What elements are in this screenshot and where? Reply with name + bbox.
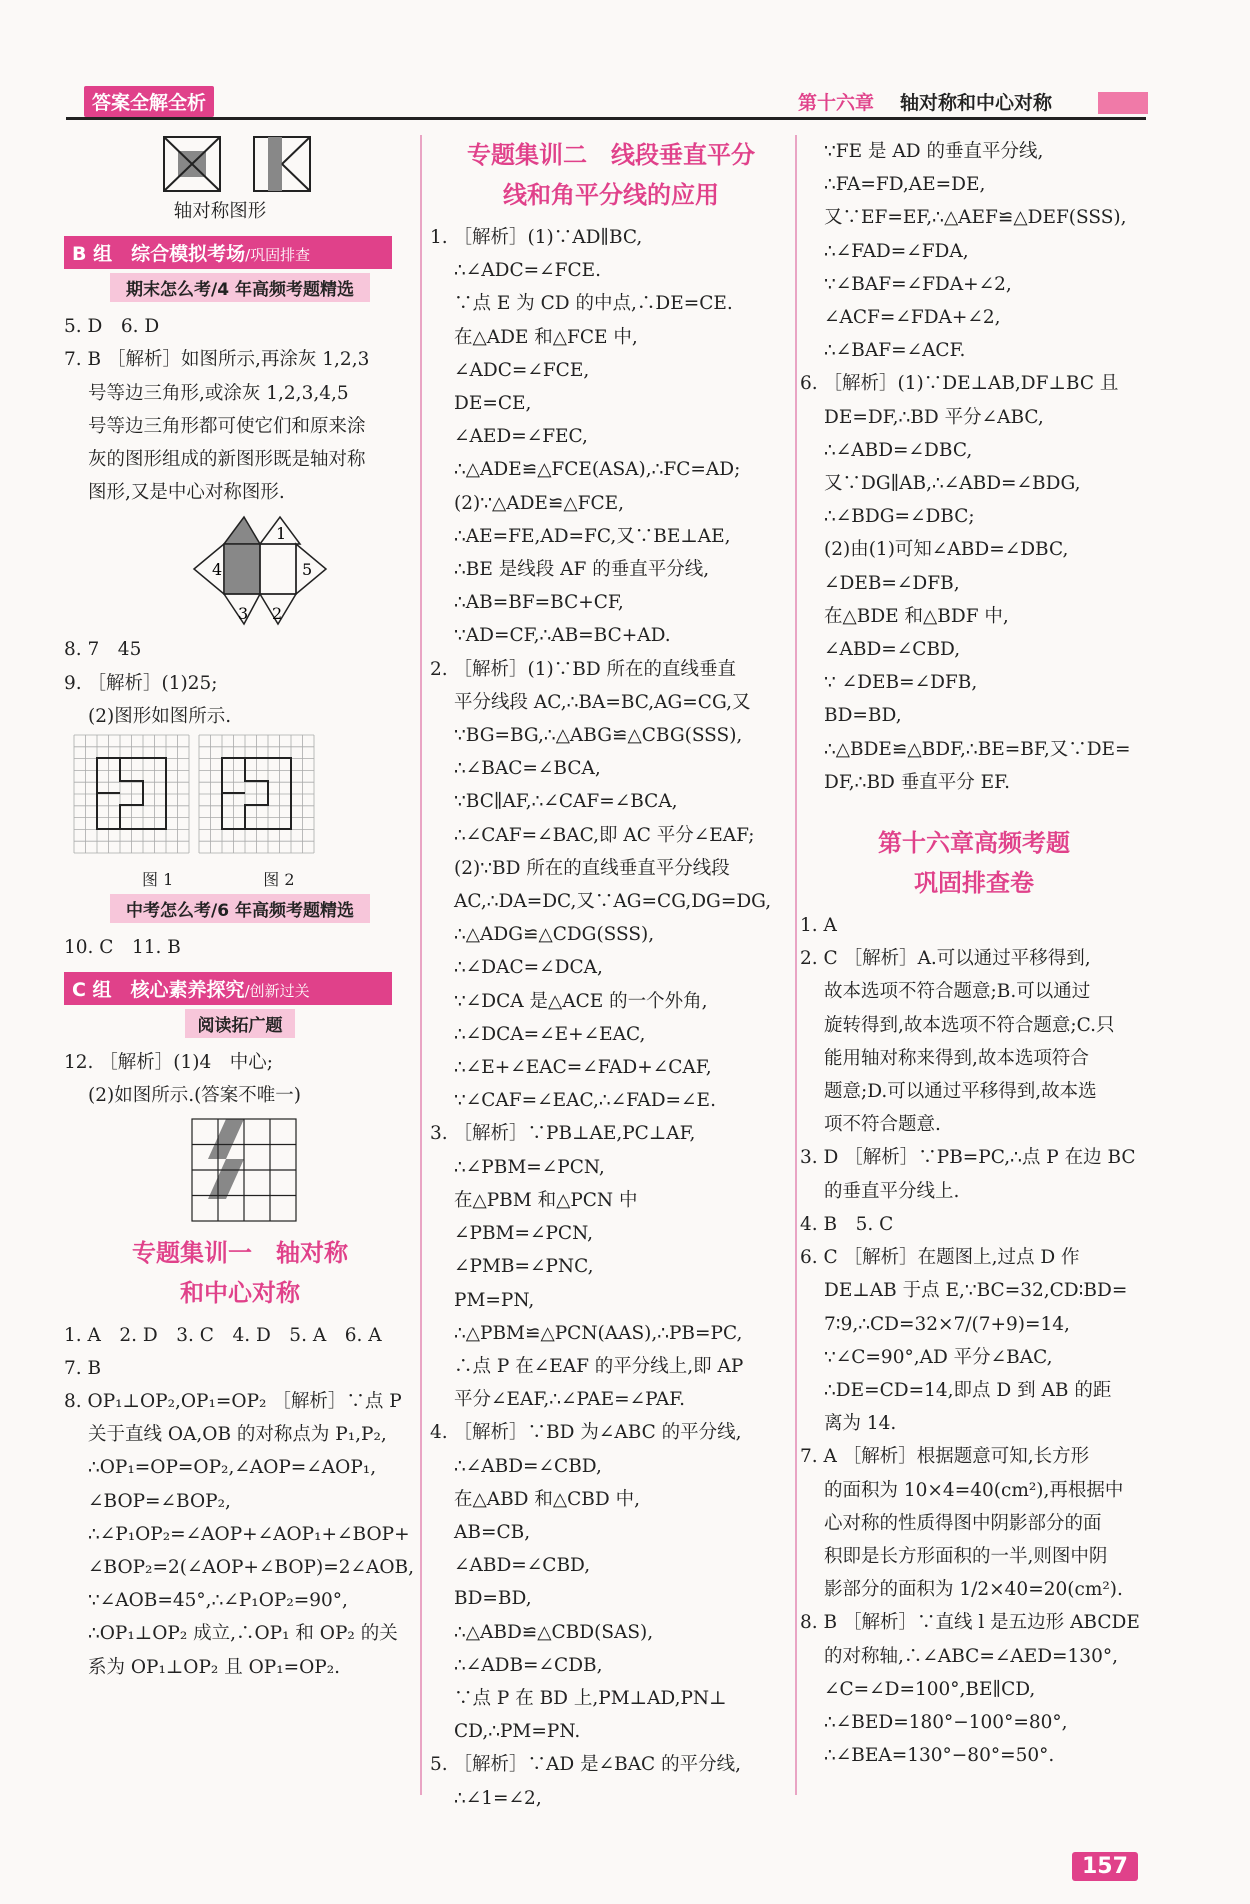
answer-line: ∴∠DAC=∠DCA, — [454, 957, 603, 979]
answer-line: CD,∴PM=PN. — [454, 1721, 581, 1743]
answer-line: ∵∠DCA 是△ACE 的一个外角, — [454, 990, 708, 1012]
answer-line: 的面积为 10×4=40(cm²),再根据中 — [824, 1479, 1124, 1501]
band-c-title: C 组 核心素养探究 — [72, 979, 245, 1002]
answer-line: 12. ［解析］(1)4 中心; — [64, 1052, 274, 1074]
svg-text:4: 4 — [212, 560, 223, 580]
answer-line: 7. B — [64, 1357, 102, 1379]
header-left-label: 答案全解全析 — [84, 86, 214, 117]
answer-line: 5. D 6. D — [64, 316, 160, 338]
answer-line: ∵ ∠DEB=∠DFB, — [824, 672, 978, 694]
answer-line: 的垂直平分线上. — [824, 1180, 960, 1202]
column-divider — [420, 135, 422, 1795]
answer-line: ∴△ABD≌△CBD(SAS), — [454, 1621, 654, 1643]
answer-line: 离为 14. — [824, 1413, 897, 1435]
answer-line: ∵AD=CF,∴AB=BC+AD. — [454, 625, 671, 647]
answer-line: ∴点 P 在∠EAF 的平分线上,即 AP — [454, 1355, 744, 1377]
title1-line-a: 专题集训一 轴对称 — [132, 1238, 348, 1267]
answer-line: ∵∠BAF=∠FDA+∠2, — [824, 273, 1012, 295]
answer-line: 8. OP₁⊥OP₂,OP₁=OP₂ ［解析］∵点 P — [64, 1391, 402, 1413]
answer-line: 积即是长方形面积的一半,则图中阴 — [824, 1545, 1108, 1567]
answer-line: ∵点 E 为 CD 的中点,∴DE=CE. — [454, 293, 733, 315]
svg-text:2: 2 — [272, 604, 283, 624]
answer-line: 7∶9,∴CD=32×7/(7+9)=14, — [824, 1313, 1070, 1335]
answer-line: 4. ［解析］∵BD 为∠ABC 的平分线, — [430, 1422, 742, 1444]
answer-line: ∴∠FAD=∠FDA, — [824, 240, 969, 262]
column-3 — [800, 135, 1148, 1772]
answer-line: 8. B ［解析］∵直线 l 是五边形 ABCDE — [800, 1612, 1140, 1634]
answer-line: ∴∠BAF=∠ACF. — [824, 340, 966, 362]
column-3-lines-b — [800, 909, 1148, 1772]
answer-line: ∵∠CAF=∠EAC,∴∠FAD=∠E. — [454, 1090, 716, 1112]
answer-line: (2)∵BD 所在的直线垂直平分线段 — [454, 857, 730, 879]
answer-line: ∴∠BDG=∠DBC; — [824, 506, 975, 528]
answer-line: 1. A — [800, 915, 837, 937]
header-chapter: 第十六章 — [798, 92, 875, 114]
answer-line: 4. B 5. C — [800, 1213, 894, 1235]
symmetry-figures — [64, 135, 416, 195]
answer-line: ∠BOP₂=2(∠AOP+∠BOP)=2∠AOB, — [88, 1557, 414, 1579]
answer-line: 8. 7 45 — [64, 639, 142, 661]
fig1-caption: 图 1 — [142, 870, 174, 890]
answer-line: 6. C ［解析］在题图上,过点 D 作 — [800, 1247, 1080, 1269]
answer-line: ∴△BDE≌△BDF,∴BE=BF,又∵DE= — [824, 738, 1131, 760]
title3-line-a: 第十六章高频考题 — [878, 829, 1070, 858]
band-c-sub: /创新过关 — [244, 982, 310, 1001]
answer-line: PM=PN, — [454, 1289, 535, 1311]
answer-line: DF,∴BD 垂直平分 EF. — [824, 771, 1010, 793]
answer-line: DE=DF,∴BD 平分∠ABC, — [824, 406, 1044, 428]
answer-line: 又∵DG∥AB,∴∠ABD=∠BDG, — [824, 473, 1081, 495]
answer-line: DE=CE, — [454, 393, 532, 415]
answer-line: (2)图形如图所示. — [88, 705, 232, 727]
answer-line: 旋转得到,故本选项不符合题意;C.只 — [824, 1014, 1115, 1036]
column-divider — [795, 135, 797, 1795]
answer-line: 在△PBM 和△PCN 中 — [454, 1189, 638, 1211]
figure-grids — [64, 733, 416, 863]
answer-line: ∠C=∠D=100°,BE∥CD, — [824, 1678, 1036, 1700]
answer-line: ∠PBM=∠PCN, — [454, 1223, 593, 1245]
answer-line: ∠ACF=∠FDA+∠2, — [824, 307, 1001, 329]
answer-line: ∵FE 是 AD 的垂直平分线, — [824, 141, 1044, 162]
answer-line: 在△BDE 和△BDF 中, — [824, 605, 1009, 627]
answer-line: 题意;D.可以通过平移得到,故本选 — [824, 1081, 1097, 1103]
svg-text:1: 1 — [276, 524, 287, 544]
answer-line: 项不符合题意. — [824, 1114, 941, 1136]
header-title: 轴对称和中心对称 — [900, 92, 1053, 114]
column-2-lines — [430, 221, 792, 1815]
section-band-c — [64, 972, 392, 1005]
answer-line: 平分线段 AC,∴BA=BC,AG=CG,又 — [454, 691, 751, 713]
answer-8-block — [64, 1385, 416, 1684]
answer-line: ∵BG=BG,∴△ABG≌△CBG(SSS), — [454, 725, 743, 747]
answer-line: ∴∠BAC=∠BCA, — [454, 758, 601, 780]
figure-grid-answer — [64, 1113, 416, 1223]
answer-line: ∠AED=∠FEC, — [454, 426, 588, 448]
answer-line: ∵BC∥AF,∴∠CAF=∠BCA, — [454, 791, 678, 813]
section-title-1 — [64, 1233, 416, 1313]
answer-line: ∴∠BEA=130°−80°=50°. — [824, 1745, 1055, 1767]
answer-line: AC,∴DA=DC,又∵AG=CG,DG=DG, — [454, 891, 772, 913]
answer-line: ∠BOP=∠BOP₂, — [88, 1490, 231, 1512]
answer-line: ∴△PBM≌△PCN(AAS),∴PB=PC, — [454, 1322, 743, 1344]
answer-line: 2. ［解析］(1)∵BD 所在的直线垂直 — [430, 658, 737, 680]
header-accent-bar — [1098, 92, 1148, 114]
answer-line: 故本选项不符合题意;B.可以通过 — [824, 981, 1091, 1003]
answer-line: 心对称的性质得图中阴影部分的面 — [824, 1512, 1102, 1534]
answer-line: ∴∠BED=180°−100°=80°, — [824, 1711, 1068, 1733]
answer-line: ∠PMB=∠PNC, — [454, 1256, 594, 1278]
answer-line: 5. ［解析］∵AD 是∠BAC 的平分线, — [430, 1754, 741, 1776]
answer-line: 6. ［解析］(1)∵DE⊥AB,DF⊥BC 且 — [800, 373, 1119, 395]
figure-triangles — [64, 509, 416, 629]
svg-text:5: 5 — [302, 560, 313, 580]
answer-line: 在△ADE 和△FCE 中, — [454, 326, 638, 348]
section-band-b — [64, 236, 392, 269]
answer-line: 系为 OP₁⊥OP₂ 且 OP₁=OP₂. — [88, 1656, 341, 1678]
svg-text:3: 3 — [238, 604, 249, 624]
answer-line: 图形,又是中心对称图形. — [88, 482, 285, 504]
answer-line: ∴AB=BF=BC+CF, — [454, 592, 624, 614]
section-title-3 — [800, 823, 1148, 903]
fig2-caption: 图 2 — [263, 870, 295, 890]
answer-line: ∠ADC=∠FCE, — [454, 359, 590, 381]
column-1 — [64, 135, 416, 1684]
answer-line: ∵∠C=90°,AD 平分∠BAC, — [824, 1346, 1053, 1368]
answer-line: ∴FA=FD,AE=DE, — [824, 174, 986, 196]
page-number: 157 — [1072, 1852, 1138, 1881]
answer-line: 灰的图形组成的新图形既是轴对称 — [88, 449, 366, 471]
answer-line: ∴∠PBM=∠PCN, — [454, 1156, 605, 1178]
answer-line: 又∵EF=EF,∴△AEF≌△DEF(SSS), — [824, 207, 1127, 229]
answer-line: (2)由(1)可知∠ABD=∠DBC, — [824, 539, 1069, 561]
answer-line: 7. A ［解析］根据题意可知,长方形 — [800, 1446, 1090, 1468]
answer-line: 3. D ［解析］∵PB=PC,∴点 P 在边 BC — [800, 1147, 1136, 1169]
answer-line: ∠DEB=∠DFB, — [824, 572, 960, 594]
answer-line: 9. ［解析］(1)25; — [64, 672, 218, 694]
answer-line: (2)如图所示.(答案不唯一) — [88, 1085, 302, 1107]
column-2 — [430, 135, 792, 1815]
subsection-zhongkao: 中考怎么考/6 年高频考题精选 — [110, 894, 370, 923]
title3-line-b: 巩固排查卷 — [914, 869, 1034, 898]
answer-line: ∴∠P₁OP₂=∠AOP+∠AOP₁+∠BOP+ — [88, 1523, 410, 1545]
answer-line: ∴∠DCA=∠E+∠EAC, — [454, 1023, 646, 1045]
answer-line: ∠ABD=∠CBD, — [824, 639, 961, 661]
subsection-c: 阅读拓广题 — [185, 1009, 295, 1038]
answer-line: 影部分的面积为 1/2×40=20(cm²). — [824, 1579, 1123, 1601]
answer-line: ∴△ADG≌△CDG(SSS), — [454, 924, 655, 946]
title2-line-a: 专题集训二 线段垂直平分 — [467, 141, 755, 169]
section-title-2 — [430, 135, 792, 215]
answer-line: 关于直线 OA,OB 的对称点为 P₁,P₂, — [88, 1424, 387, 1446]
answer-line: 10. C 11. B — [64, 937, 181, 959]
answer-line: ∴∠E+∠EAC=∠FAD+∠CAF, — [454, 1057, 712, 1079]
answer-line: ∴∠ABD=∠DBC, — [824, 439, 973, 461]
answer-line: ∴DE=CD=14,即点 D 到 AB 的距 — [824, 1379, 1112, 1401]
answer-line: BD=BD, — [824, 705, 902, 727]
answer-line: BD=BD, — [454, 1588, 532, 1610]
answer-line: ∴AE=FE,AD=FC,又∵BE⊥AE, — [454, 525, 731, 547]
title2-line-b: 线和角平分线的应用 — [503, 181, 719, 209]
answer-line: ∴OP₁=OP=OP₂,∠AOP=∠AOP₁, — [88, 1457, 377, 1479]
answer-line: ∵∠AOB=45°,∴∠P₁OP₂=90°, — [88, 1590, 348, 1612]
answer-line: 的对称轴,∴∠ABC=∠AED=130°, — [824, 1645, 1118, 1667]
answer-line: 号等边三角形,或涂灰 1,2,3,4,5 — [88, 382, 349, 404]
band-b-title: B 组 综合模拟考场 — [72, 243, 246, 266]
answer-line: ∠ABD=∠CBD, — [454, 1555, 591, 1577]
column-3-lines-a — [800, 135, 1148, 799]
band-b-sub: /巩固排查 — [245, 246, 311, 265]
title1-line-b: 和中心对称 — [180, 1278, 300, 1307]
answer-line: DE⊥AB 于点 E,∵BC=32,CD∶BD= — [824, 1280, 1128, 1302]
answer-line: ∴∠ADB=∠CDB, — [454, 1654, 603, 1676]
answer-line: ∴∠1=∠2, — [454, 1787, 542, 1809]
subsection-b: 期末怎么考/4 年高频考题精选 — [110, 273, 370, 302]
answer-line: (2)∵△ADE≌△FCE, — [454, 492, 625, 514]
grid-captions — [64, 867, 416, 890]
answer-line: 7. B ［解析］如图所示,再涂灰 1,2,3 — [64, 349, 370, 371]
figure-caption: 轴对称图形 — [173, 201, 267, 222]
answer-line: AB=CB, — [454, 1521, 531, 1543]
answer-line: ∴∠ABD=∠CBD, — [454, 1455, 602, 1477]
answer-line: 号等边三角形都可使它们和原来涂 — [88, 415, 366, 437]
answer-line: 1. ［解析］(1)∵AD∥BC, — [430, 227, 643, 248]
answer-line: 3. ［解析］∵PB⊥AE,PC⊥AF, — [430, 1123, 696, 1145]
header-rule — [66, 117, 1146, 120]
answer-line: ∴∠CAF=∠BAC,即 AC 平分∠EAF; — [454, 824, 755, 846]
answer-line: ∴OP₁⊥OP₂ 成立,∴OP₁ 和 OP₂ 的关 — [88, 1623, 398, 1645]
answer-line: ∴BE 是线段 AF 的垂直平分线, — [454, 559, 710, 581]
answer-line: ∴∠ADC=∠FCE. — [454, 260, 601, 282]
figure-axis-symmetric — [64, 135, 416, 195]
answer-line: 能用轴对称来得到,故本选项符合 — [824, 1047, 1089, 1069]
answer-line: 1. A 2. D 3. C 4. D 5. A 6. A — [64, 1324, 382, 1346]
answer-line: 在△ABD 和△CBD 中, — [454, 1488, 640, 1510]
answer-line: ∵点 P 在 BD 上,PM⊥AD,PN⊥ — [454, 1687, 727, 1709]
answer-line: 平分∠EAF,∴∠PAE=∠PAF. — [454, 1389, 686, 1411]
answer-line: ∴△ADE≌△FCE(ASA),∴FC=AD; — [454, 459, 741, 481]
answer-line: 2. C ［解析］A.可以通过平移得到, — [800, 948, 1091, 970]
